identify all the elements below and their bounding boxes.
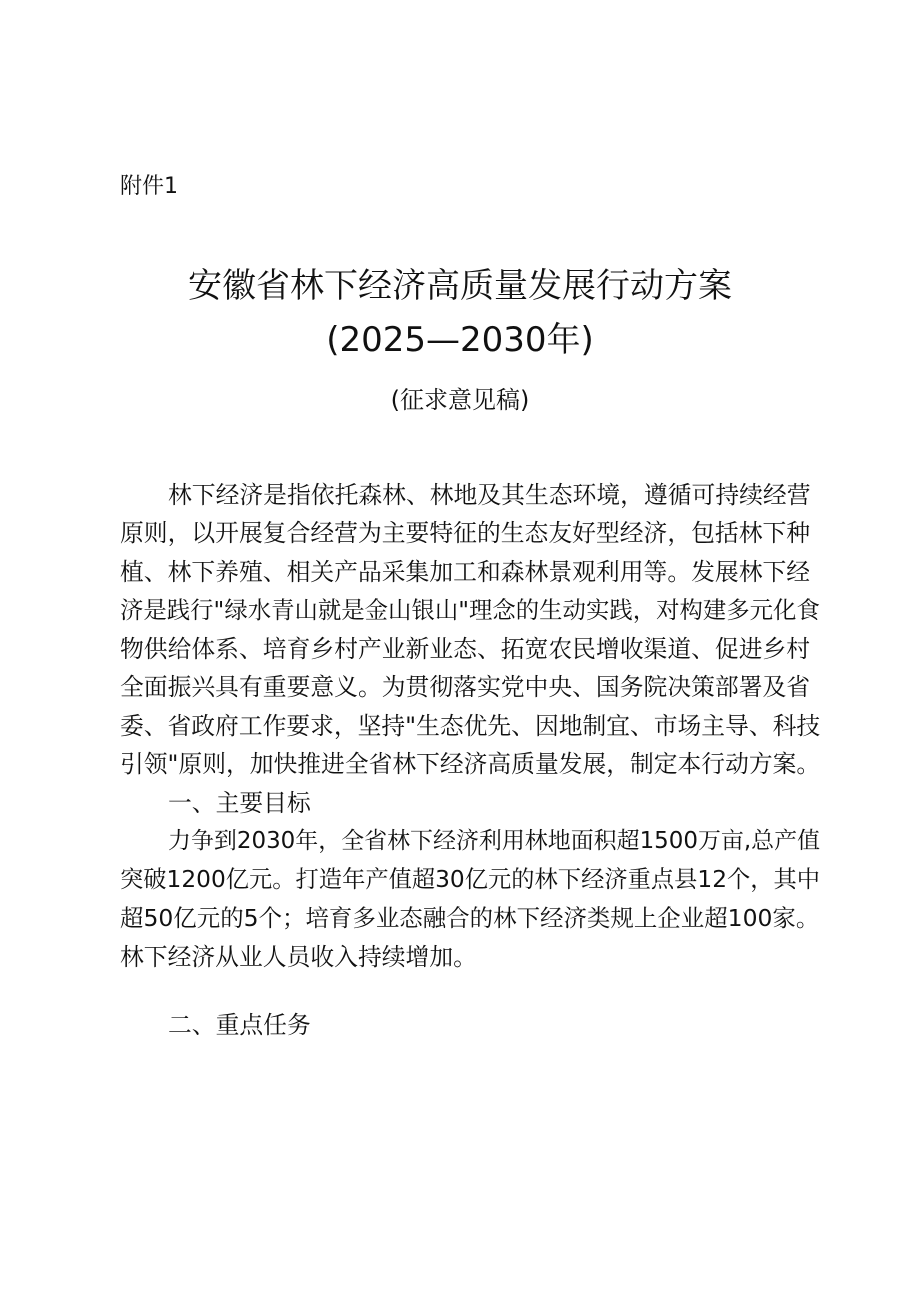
goals-line: 超50亿元的5个；培育多业态融合的林下经济类规上企业超100家。: [120, 904, 820, 932]
draft-label: (征求意见稿): [390, 386, 530, 414]
attachment-label: 附件1: [120, 174, 178, 199]
section-heading-goals: 一、主要目标: [168, 789, 311, 817]
intro-line: 委、省政府工作要求，坚持"生态优先、因地制宜、市场主导、科技: [120, 712, 821, 740]
intro-line: 原则，以开展复合经营为主要特征的生态友好型经济，包括林下种: [120, 519, 811, 547]
intro-line: 林下经济是指依托森林、林地及其生态环境，遵循可持续经营: [168, 481, 811, 509]
intro-line: 济是践行"绿水青山就是金山银山"理念的生动实践，对构建多元化食: [120, 596, 820, 624]
intro-line: 全面振兴具有重要意义。为贯彻落实党中央、国务院决策部署及省: [120, 673, 811, 701]
intro-line: 植、林下养殖、相关产品采集加工和森林景观利用等。发展林下经: [120, 558, 811, 586]
goals-line: 突破1200亿元。打造年产值超30亿元的林下经济重点县12个，其中: [120, 866, 821, 893]
goals-line: 力争到2030年，全省林下经济利用林地面积超1500万亩,总产值: [168, 828, 821, 854]
intro-line: 物供给体系、培育乡村产业新业态、拓宽农民增收渠道、促进乡村: [120, 635, 811, 663]
document-title: 安徽省林下经济高质量发展行动方案: [188, 266, 732, 306]
section-heading-tasks: 二、重点任务: [168, 1011, 311, 1039]
goals-line: 林下经济从业人员收入持续增加。: [120, 943, 477, 971]
document-title-period: (2025—2030年): [326, 320, 594, 360]
intro-line: 引领"原则，加快推进全省林下经济高质量发展，制定本行动方案。: [120, 750, 821, 778]
